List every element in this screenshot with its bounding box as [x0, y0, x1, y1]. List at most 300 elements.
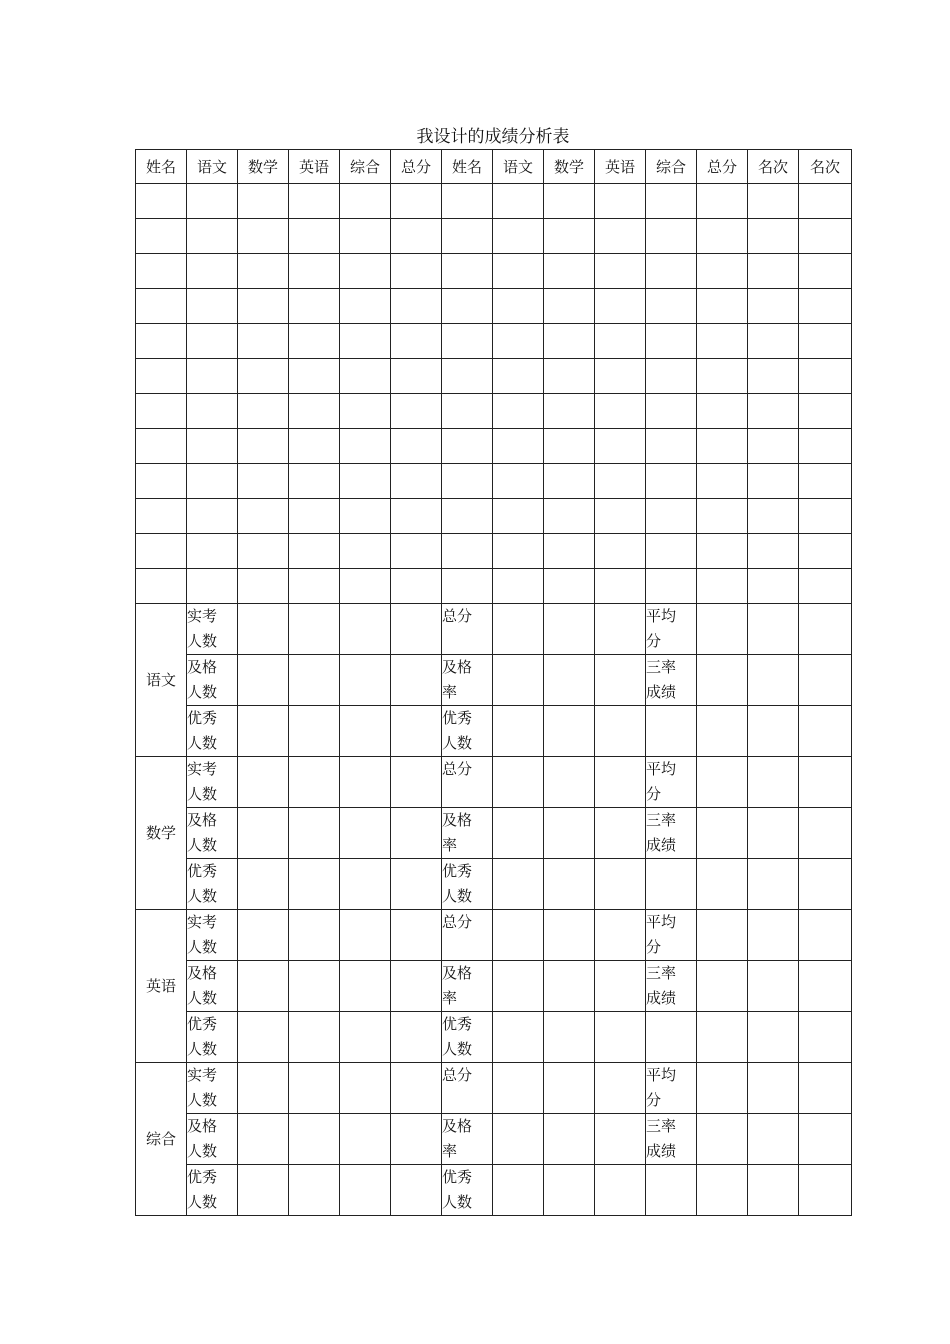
- score-cell[interactable]: [646, 359, 697, 394]
- score-cell[interactable]: [238, 394, 289, 429]
- score-cell[interactable]: [340, 499, 391, 534]
- score-cell[interactable]: [442, 289, 493, 324]
- stat-value-cell[interactable]: [544, 961, 595, 1012]
- stat-value-cell[interactable]: [544, 1063, 595, 1114]
- score-cell[interactable]: [442, 184, 493, 219]
- score-cell[interactable]: [187, 429, 238, 464]
- stat-value-cell[interactable]: [595, 1012, 646, 1063]
- score-cell[interactable]: [238, 289, 289, 324]
- score-cell[interactable]: [391, 289, 442, 324]
- score-cell[interactable]: [289, 534, 340, 569]
- score-cell[interactable]: [748, 359, 799, 394]
- stat-value-cell[interactable]: [799, 706, 852, 757]
- score-cell[interactable]: [595, 429, 646, 464]
- score-cell[interactable]: [595, 289, 646, 324]
- stat-value-cell[interactable]: [391, 859, 442, 910]
- score-cell[interactable]: [544, 394, 595, 429]
- stat-value-cell[interactable]: [697, 859, 748, 910]
- score-cell[interactable]: [391, 359, 442, 394]
- score-cell[interactable]: [136, 289, 187, 324]
- stat-value-cell[interactable]: [238, 1012, 289, 1063]
- score-cell[interactable]: [340, 569, 391, 604]
- score-cell[interactable]: [136, 184, 187, 219]
- score-cell[interactable]: [544, 534, 595, 569]
- stat-value-cell[interactable]: [544, 1165, 595, 1216]
- stat-value-cell[interactable]: [595, 1114, 646, 1165]
- score-cell[interactable]: [646, 534, 697, 569]
- stat-value-cell[interactable]: [493, 859, 544, 910]
- stat-value-cell[interactable]: [697, 655, 748, 706]
- score-cell[interactable]: [646, 394, 697, 429]
- score-cell[interactable]: [646, 324, 697, 359]
- stat-value-cell[interactable]: [799, 859, 852, 910]
- stat-value-cell[interactable]: [238, 808, 289, 859]
- score-cell[interactable]: [544, 324, 595, 359]
- stat-value-cell[interactable]: [697, 706, 748, 757]
- score-cell[interactable]: [340, 184, 391, 219]
- stat-value-cell[interactable]: [340, 910, 391, 961]
- stat-value-cell[interactable]: [238, 1114, 289, 1165]
- score-cell[interactable]: [136, 569, 187, 604]
- score-cell[interactable]: [799, 429, 852, 464]
- stat-value-cell[interactable]: [238, 910, 289, 961]
- score-cell[interactable]: [289, 429, 340, 464]
- stat-value-cell[interactable]: [340, 1114, 391, 1165]
- stat-value-cell[interactable]: [391, 1165, 442, 1216]
- score-cell[interactable]: [289, 464, 340, 499]
- stat-value-cell[interactable]: [289, 1063, 340, 1114]
- score-cell[interactable]: [136, 464, 187, 499]
- score-cell[interactable]: [340, 394, 391, 429]
- stat-value-cell[interactable]: [340, 655, 391, 706]
- stat-value-cell[interactable]: [289, 1165, 340, 1216]
- score-cell[interactable]: [697, 254, 748, 289]
- stat-value-cell[interactable]: [289, 808, 340, 859]
- stat-value-cell[interactable]: [340, 1063, 391, 1114]
- stat-value-cell[interactable]: [748, 757, 799, 808]
- score-cell[interactable]: [799, 569, 852, 604]
- score-cell[interactable]: [544, 359, 595, 394]
- stat-value-cell[interactable]: [544, 859, 595, 910]
- score-cell[interactable]: [340, 359, 391, 394]
- stat-value-cell[interactable]: [799, 1165, 852, 1216]
- score-cell[interactable]: [493, 429, 544, 464]
- score-cell[interactable]: [136, 359, 187, 394]
- stat-value-cell[interactable]: [289, 655, 340, 706]
- score-cell[interactable]: [289, 289, 340, 324]
- stat-value-cell[interactable]: [697, 961, 748, 1012]
- stat-value-cell[interactable]: [799, 655, 852, 706]
- stat-value-cell[interactable]: [697, 604, 748, 655]
- score-cell[interactable]: [442, 429, 493, 464]
- stat-value-cell[interactable]: [238, 604, 289, 655]
- stat-value-cell[interactable]: [391, 655, 442, 706]
- stat-value-cell[interactable]: [748, 808, 799, 859]
- stat-value-cell[interactable]: [340, 859, 391, 910]
- stat-value-cell[interactable]: [595, 1165, 646, 1216]
- score-cell[interactable]: [238, 219, 289, 254]
- score-cell[interactable]: [187, 254, 238, 289]
- score-cell[interactable]: [697, 569, 748, 604]
- score-cell[interactable]: [544, 429, 595, 464]
- score-cell[interactable]: [493, 219, 544, 254]
- stat-label: 平均分: [646, 913, 677, 956]
- score-cell[interactable]: [238, 184, 289, 219]
- stat-value-cell[interactable]: [544, 655, 595, 706]
- score-cell[interactable]: [187, 569, 238, 604]
- score-cell[interactable]: [391, 219, 442, 254]
- stat-value-cell[interactable]: [799, 1012, 852, 1063]
- stat-value-cell[interactable]: [748, 1165, 799, 1216]
- stat-value-cell[interactable]: [544, 757, 595, 808]
- score-cell[interactable]: [340, 429, 391, 464]
- stat-value-cell[interactable]: [595, 961, 646, 1012]
- stat-value-cell[interactable]: [595, 859, 646, 910]
- score-cell[interactable]: [748, 534, 799, 569]
- score-cell[interactable]: [391, 499, 442, 534]
- stat-value-cell[interactable]: [340, 961, 391, 1012]
- stat-value-cell[interactable]: [544, 910, 595, 961]
- score-cell[interactable]: [187, 534, 238, 569]
- score-cell[interactable]: [544, 219, 595, 254]
- stat-label: 及格人数: [187, 811, 218, 854]
- score-cell[interactable]: [340, 254, 391, 289]
- score-cell[interactable]: [289, 184, 340, 219]
- score-cell[interactable]: [493, 359, 544, 394]
- score-cell[interactable]: [493, 394, 544, 429]
- stat-value-cell[interactable]: [493, 655, 544, 706]
- score-cell[interactable]: [289, 324, 340, 359]
- score-cell[interactable]: [544, 569, 595, 604]
- score-cell[interactable]: [799, 499, 852, 534]
- stat-value-cell[interactable]: [544, 706, 595, 757]
- score-cell[interactable]: [646, 464, 697, 499]
- score-cell[interactable]: [238, 324, 289, 359]
- score-cell[interactable]: [187, 359, 238, 394]
- score-cell[interactable]: [595, 499, 646, 534]
- stat-value-cell[interactable]: [748, 1114, 799, 1165]
- stat-value-cell[interactable]: [697, 1165, 748, 1216]
- score-cell[interactable]: [748, 569, 799, 604]
- score-cell[interactable]: [391, 429, 442, 464]
- score-cell[interactable]: [544, 254, 595, 289]
- score-cell[interactable]: [493, 184, 544, 219]
- score-cell[interactable]: [391, 394, 442, 429]
- stat-value-cell[interactable]: [595, 757, 646, 808]
- score-cell[interactable]: [544, 184, 595, 219]
- stat-value-cell[interactable]: [748, 910, 799, 961]
- score-cell[interactable]: [799, 184, 852, 219]
- score-cell[interactable]: [646, 289, 697, 324]
- score-cell[interactable]: [442, 359, 493, 394]
- stat-value-cell[interactable]: [799, 1114, 852, 1165]
- stat-value-cell[interactable]: [238, 859, 289, 910]
- stat-value-cell[interactable]: [493, 1165, 544, 1216]
- stat-value-cell[interactable]: [595, 655, 646, 706]
- stat-value-cell[interactable]: [238, 655, 289, 706]
- score-cell[interactable]: [595, 254, 646, 289]
- score-cell[interactable]: [544, 499, 595, 534]
- stat-label-cell: [646, 1114, 697, 1165]
- stat-value-cell[interactable]: [289, 706, 340, 757]
- score-cell[interactable]: [136, 254, 187, 289]
- score-cell[interactable]: [799, 394, 852, 429]
- stat-value-cell[interactable]: [289, 961, 340, 1012]
- score-cell[interactable]: [391, 534, 442, 569]
- stat-value-cell[interactable]: [748, 706, 799, 757]
- score-cell[interactable]: [799, 359, 852, 394]
- stat-value-cell[interactable]: [697, 1063, 748, 1114]
- score-cell[interactable]: [289, 499, 340, 534]
- score-cell[interactable]: [391, 184, 442, 219]
- score-cell[interactable]: [238, 569, 289, 604]
- score-cell[interactable]: [595, 464, 646, 499]
- stat-value-cell[interactable]: [595, 808, 646, 859]
- stat-value-cell[interactable]: [595, 910, 646, 961]
- score-cell[interactable]: [697, 324, 748, 359]
- score-cell[interactable]: [136, 394, 187, 429]
- stat-value-cell[interactable]: [391, 604, 442, 655]
- stat-value-cell[interactable]: [340, 1165, 391, 1216]
- stat-value-cell[interactable]: [289, 1012, 340, 1063]
- score-cell[interactable]: [595, 569, 646, 604]
- stat-value-cell[interactable]: [493, 604, 544, 655]
- score-cell[interactable]: [442, 534, 493, 569]
- score-cell[interactable]: [697, 394, 748, 429]
- stat-value-cell[interactable]: [340, 808, 391, 859]
- stat-value-cell[interactable]: [340, 757, 391, 808]
- score-cell[interactable]: [646, 429, 697, 464]
- score-cell[interactable]: [289, 219, 340, 254]
- score-cell[interactable]: [544, 464, 595, 499]
- stat-value-cell[interactable]: [748, 961, 799, 1012]
- score-cell[interactable]: [697, 219, 748, 254]
- score-cell[interactable]: [391, 254, 442, 289]
- stat-value-cell[interactable]: [238, 706, 289, 757]
- score-cell[interactable]: [595, 324, 646, 359]
- stat-label-cell: [646, 808, 697, 859]
- score-cell[interactable]: [238, 429, 289, 464]
- stat-value-cell[interactable]: [493, 910, 544, 961]
- stat-value-cell[interactable]: [493, 1012, 544, 1063]
- stat-value-cell[interactable]: [493, 1114, 544, 1165]
- stat-label-cell: [187, 655, 238, 706]
- score-cell[interactable]: [748, 499, 799, 534]
- score-cell[interactable]: [697, 499, 748, 534]
- score-cell[interactable]: [595, 219, 646, 254]
- stat-value-cell[interactable]: [391, 1063, 442, 1114]
- score-cell[interactable]: [493, 569, 544, 604]
- score-cell[interactable]: [697, 464, 748, 499]
- stat-value-cell[interactable]: [799, 757, 852, 808]
- student-row: [136, 359, 852, 394]
- stat-label-cell: [646, 1063, 697, 1114]
- score-cell[interactable]: [697, 359, 748, 394]
- score-cell[interactable]: [187, 394, 238, 429]
- stat-value-cell[interactable]: [391, 706, 442, 757]
- stat-value-cell[interactable]: [799, 604, 852, 655]
- score-cell[interactable]: [238, 499, 289, 534]
- score-cell[interactable]: [493, 499, 544, 534]
- stat-value-cell[interactable]: [289, 859, 340, 910]
- score-cell[interactable]: [340, 289, 391, 324]
- score-cell[interactable]: [442, 219, 493, 254]
- subject-label: 综合: [136, 1063, 187, 1216]
- stat-value-cell[interactable]: [391, 910, 442, 961]
- score-cell[interactable]: [442, 569, 493, 604]
- score-cell[interactable]: [799, 254, 852, 289]
- score-cell[interactable]: [697, 289, 748, 324]
- stat-value-cell[interactable]: [799, 961, 852, 1012]
- score-cell[interactable]: [136, 324, 187, 359]
- stat-value-cell[interactable]: [340, 706, 391, 757]
- score-cell[interactable]: [799, 219, 852, 254]
- score-cell[interactable]: [748, 219, 799, 254]
- score-cell[interactable]: [238, 254, 289, 289]
- score-cell[interactable]: [799, 324, 852, 359]
- stat-value-cell[interactable]: [595, 1063, 646, 1114]
- stat-value-cell[interactable]: [289, 757, 340, 808]
- stat-value-cell[interactable]: [595, 706, 646, 757]
- score-cell[interactable]: [799, 289, 852, 324]
- score-cell[interactable]: [697, 184, 748, 219]
- score-cell[interactable]: [493, 324, 544, 359]
- score-cell[interactable]: [595, 534, 646, 569]
- score-cell[interactable]: [799, 534, 852, 569]
- score-cell[interactable]: [697, 534, 748, 569]
- score-cell[interactable]: [187, 499, 238, 534]
- stat-value-cell[interactable]: [238, 961, 289, 1012]
- stat-value-cell[interactable]: [493, 757, 544, 808]
- score-cell[interactable]: [493, 289, 544, 324]
- score-cell[interactable]: [289, 569, 340, 604]
- stat-value-cell[interactable]: [697, 910, 748, 961]
- stat-value-cell[interactable]: [595, 604, 646, 655]
- stat-value-cell[interactable]: [493, 706, 544, 757]
- score-cell[interactable]: [748, 289, 799, 324]
- stat-value-cell[interactable]: [697, 1012, 748, 1063]
- score-cell[interactable]: [697, 429, 748, 464]
- score-cell[interactable]: [646, 569, 697, 604]
- stat-value-cell[interactable]: [544, 1012, 595, 1063]
- stat-label-cell: [442, 859, 493, 910]
- stat-value-cell[interactable]: [340, 604, 391, 655]
- score-cell[interactable]: [748, 394, 799, 429]
- score-cell[interactable]: [289, 254, 340, 289]
- score-cell[interactable]: [748, 324, 799, 359]
- score-cell[interactable]: [136, 534, 187, 569]
- stat-value-cell[interactable]: [697, 808, 748, 859]
- score-cell[interactable]: [748, 429, 799, 464]
- stat-value-cell[interactable]: [697, 757, 748, 808]
- score-cell[interactable]: [340, 219, 391, 254]
- stat-value-cell[interactable]: [748, 655, 799, 706]
- stat-value-cell[interactable]: [748, 859, 799, 910]
- score-cell[interactable]: [187, 289, 238, 324]
- stat-label-cell: [646, 655, 697, 706]
- stat-value-cell[interactable]: [391, 961, 442, 1012]
- stat-value-cell[interactable]: [289, 910, 340, 961]
- score-cell[interactable]: [442, 499, 493, 534]
- score-cell[interactable]: [238, 464, 289, 499]
- score-cell[interactable]: [595, 394, 646, 429]
- stat-value-cell[interactable]: [289, 604, 340, 655]
- score-cell[interactable]: [187, 184, 238, 219]
- score-cell[interactable]: [646, 254, 697, 289]
- score-cell[interactable]: [136, 499, 187, 534]
- score-cell[interactable]: [187, 324, 238, 359]
- score-cell[interactable]: [646, 499, 697, 534]
- score-cell[interactable]: [493, 254, 544, 289]
- stat-value-cell[interactable]: [799, 910, 852, 961]
- score-cell[interactable]: [544, 289, 595, 324]
- stat-value-cell[interactable]: [748, 604, 799, 655]
- stat-value-cell[interactable]: [340, 1012, 391, 1063]
- score-cell[interactable]: [646, 219, 697, 254]
- score-cell[interactable]: [595, 359, 646, 394]
- score-cell[interactable]: [289, 394, 340, 429]
- stat-value-cell[interactable]: [391, 1114, 442, 1165]
- stat-value-cell[interactable]: [289, 1114, 340, 1165]
- score-cell[interactable]: [442, 394, 493, 429]
- stat-value-cell[interactable]: [238, 757, 289, 808]
- stat-value-cell[interactable]: [391, 757, 442, 808]
- stat-value-cell[interactable]: [238, 1063, 289, 1114]
- score-cell[interactable]: [289, 359, 340, 394]
- stat-value-cell[interactable]: [748, 1063, 799, 1114]
- stat-value-cell[interactable]: [544, 808, 595, 859]
- stat-value-cell[interactable]: [697, 1114, 748, 1165]
- score-cell[interactable]: [493, 534, 544, 569]
- score-cell[interactable]: [748, 254, 799, 289]
- score-cell[interactable]: [748, 184, 799, 219]
- score-cell[interactable]: [238, 534, 289, 569]
- stat-value-cell[interactable]: [799, 808, 852, 859]
- stat-value-cell[interactable]: [544, 1114, 595, 1165]
- score-cell[interactable]: [391, 569, 442, 604]
- score-cell[interactable]: [340, 324, 391, 359]
- stat-value-cell[interactable]: [391, 808, 442, 859]
- score-cell[interactable]: [187, 219, 238, 254]
- score-cell[interactable]: [136, 219, 187, 254]
- stat-value-cell[interactable]: [544, 604, 595, 655]
- score-cell[interactable]: [799, 464, 852, 499]
- score-cell[interactable]: [187, 464, 238, 499]
- score-cell[interactable]: [391, 324, 442, 359]
- stat-value-cell[interactable]: [238, 1165, 289, 1216]
- stat-value-cell[interactable]: [799, 1063, 852, 1114]
- score-cell[interactable]: [442, 254, 493, 289]
- score-cell[interactable]: [340, 534, 391, 569]
- score-cell[interactable]: [442, 324, 493, 359]
- score-cell[interactable]: [748, 464, 799, 499]
- score-cell[interactable]: [442, 464, 493, 499]
- score-cell[interactable]: [493, 464, 544, 499]
- stat-value-cell[interactable]: [748, 1012, 799, 1063]
- score-cell[interactable]: [238, 359, 289, 394]
- stat-value-cell[interactable]: [493, 961, 544, 1012]
- score-cell[interactable]: [340, 464, 391, 499]
- stat-value-cell[interactable]: [493, 1063, 544, 1114]
- stat-value-cell[interactable]: [493, 808, 544, 859]
- score-cell[interactable]: [595, 184, 646, 219]
- score-cell[interactable]: [646, 184, 697, 219]
- stat-value-cell[interactable]: [391, 1012, 442, 1063]
- score-cell[interactable]: [136, 429, 187, 464]
- score-cell[interactable]: [391, 464, 442, 499]
- stat-label: 及格人数: [187, 964, 218, 1007]
- stat-label-cell: [442, 757, 493, 808]
